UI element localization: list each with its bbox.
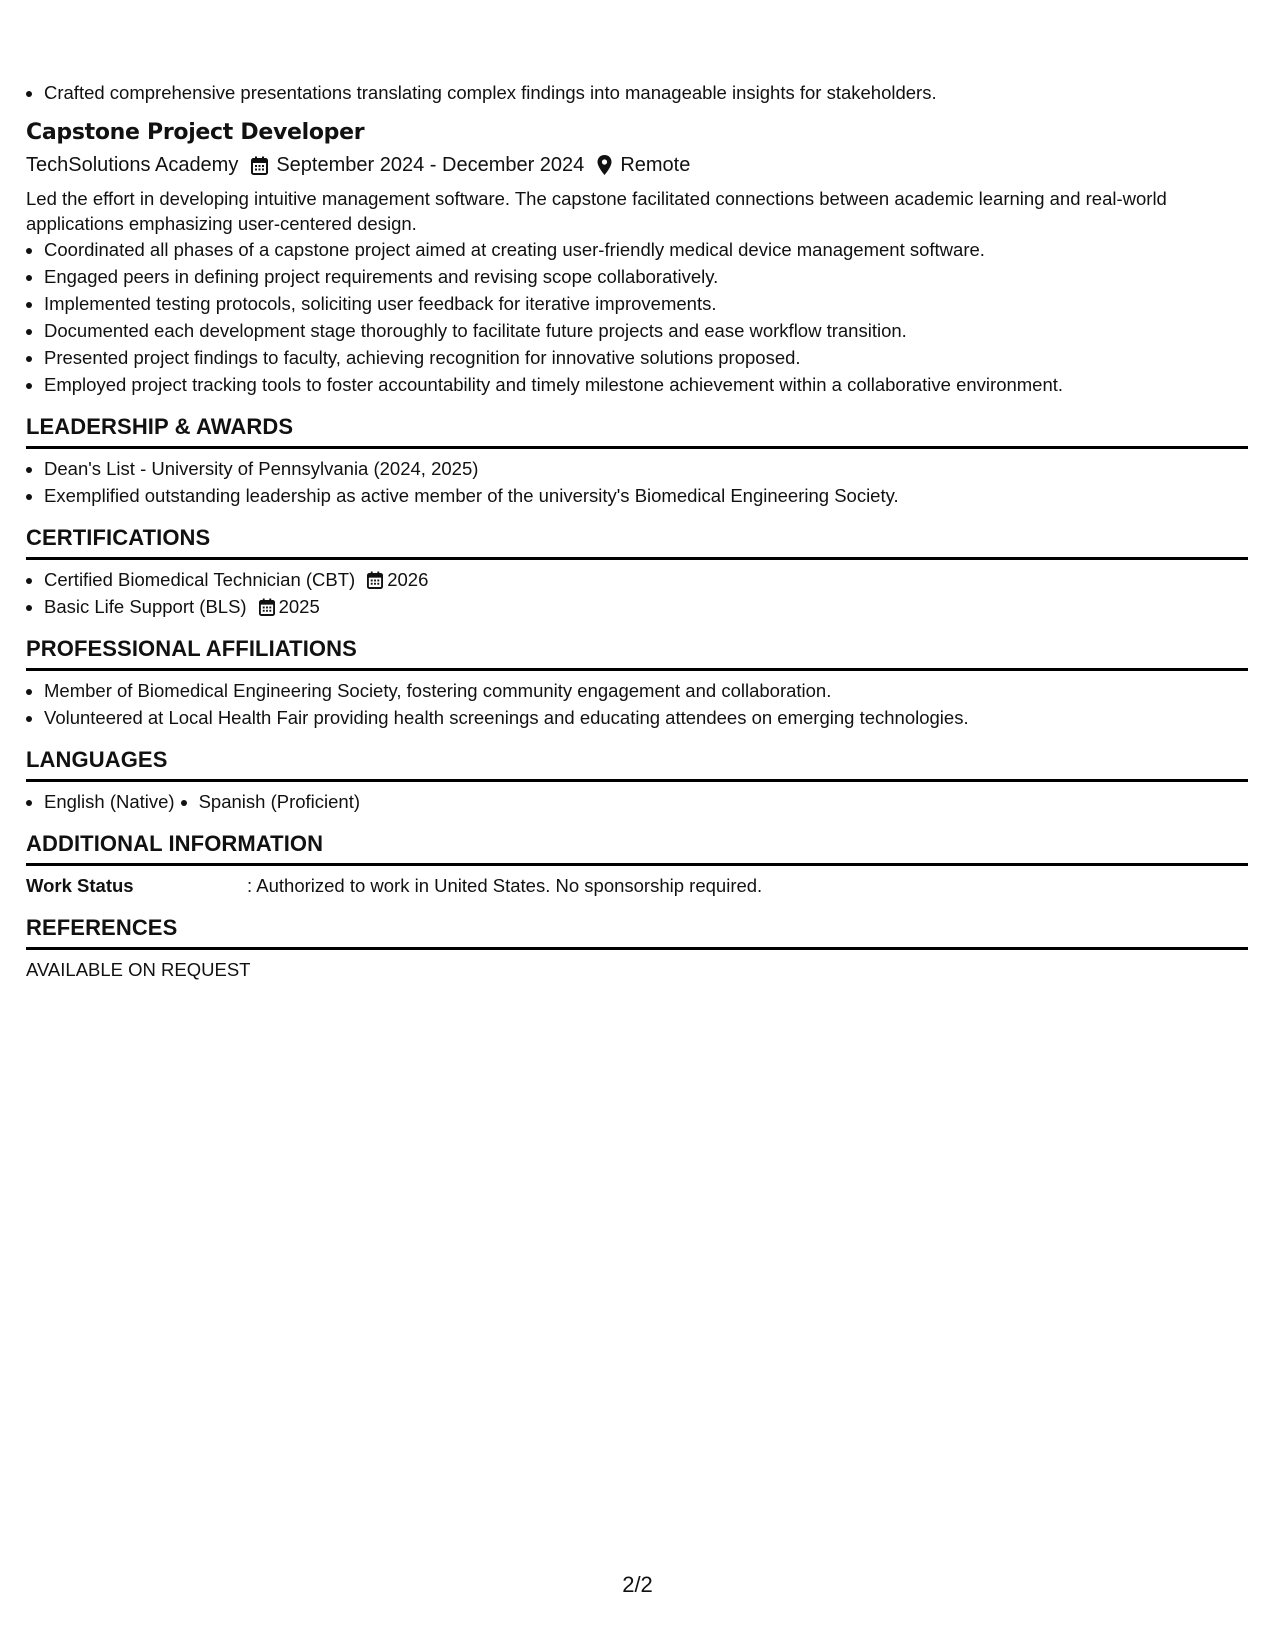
- list-item: • Presented project findings to faculty, achieving recognition for innovative solutions proposed.: [44, 344, 1248, 371]
- list-item: • Employed project tracking tools to foster accountability and timely milestone achievement within a collaborative environment.: [44, 371, 1248, 398]
- work-status-row: [26, 872, 1248, 899]
- language-item: • Spanish (Proficient): [199, 788, 360, 815]
- section-title: ADDITIONAL INFORMATION: [26, 829, 1248, 866]
- list-item: • Dean's List - University of Pennsylvania (2024, 2025): [44, 455, 1248, 482]
- leadership-list: [26, 455, 1248, 509]
- affiliations-list: [26, 677, 1248, 731]
- languages-section: [26, 745, 1248, 815]
- languages-list: [26, 788, 1248, 815]
- job-bullets: [26, 236, 1248, 398]
- job-title: Capstone Project Developer: [26, 120, 365, 145]
- list-item: • Crafted comprehensive presentations translating complex findings into manageable insights for stakeholders.: [44, 79, 1248, 106]
- page-number: 2/2: [622, 1572, 653, 1597]
- previous-job-bullets: [26, 79, 1248, 106]
- language-item: • English (Native): [44, 788, 175, 815]
- certification-year: 2025: [278, 596, 320, 617]
- certifications-section: [26, 523, 1248, 620]
- certification-item: [44, 566, 1248, 593]
- certification-year: 2026: [387, 569, 429, 590]
- section-title: CERTIFICATIONS: [26, 523, 1248, 560]
- list-item: • Coordinated all phases of a capstone project aimed at creating user-friendly medical device management software.: [44, 236, 1248, 263]
- affiliations-section: [26, 634, 1248, 731]
- references-text: AVAILABLE ON REQUEST: [26, 959, 251, 980]
- leadership-section: [26, 412, 1248, 509]
- calendar-icon: [259, 598, 275, 616]
- section-title: LEADERSHIP & AWARDS: [26, 412, 1248, 449]
- list-item: • Member of Biomedical Engineering Society, fostering community engagement and collaboration.: [44, 677, 1248, 704]
- section-title: PROFESSIONAL AFFILIATIONS: [26, 634, 1248, 671]
- additional-info-section: [26, 829, 1248, 899]
- calendar-icon: [367, 571, 383, 589]
- job-dates: September 2024 - December 2024: [276, 154, 585, 176]
- job-entry: [26, 118, 1248, 398]
- section-title: REFERENCES: [26, 913, 1248, 950]
- list-item: • Engaged peers in defining project requirements and revising scope collaboratively.: [44, 263, 1248, 290]
- list-item: • Volunteered at Local Health Fair providing health screenings and educating attendees on emerging technologies.: [44, 704, 1248, 731]
- references-section: [26, 913, 1248, 983]
- job-location: Remote: [620, 154, 691, 176]
- work-status-label: Work Status: [26, 875, 134, 896]
- resume-page-2: [26, 0, 1248, 983]
- job-description: Led the effort in developing intuitive management software. The capstone facilitated connections between academic learning and real-world applications emphasizing user-centered design.: [26, 188, 1167, 234]
- company-name: TechSolutions Academy: [26, 154, 239, 176]
- certification-item: [44, 593, 1248, 620]
- list-item: • Implemented testing protocols, soliciting user feedback for iterative improvements.: [44, 290, 1248, 317]
- map-pin-icon: [597, 155, 612, 175]
- work-status-value: : Authorized to work in United States. No sponsorship required.: [247, 875, 763, 896]
- job-meta: [26, 150, 1248, 180]
- section-title: LANGUAGES: [26, 745, 1248, 782]
- certification-name: • Certified Biomedical Technician (CBT): [44, 569, 356, 590]
- calendar-icon: [251, 156, 268, 175]
- certification-name: • Basic Life Support (BLS): [44, 596, 247, 617]
- list-item: • Exemplified outstanding leadership as active member of the university's Biomedical Engineering Society.: [44, 482, 1248, 509]
- certifications-list: [26, 566, 1248, 620]
- list-item: • Documented each development stage thoroughly to facilitate future projects and ease workflow transition.: [44, 317, 1248, 344]
